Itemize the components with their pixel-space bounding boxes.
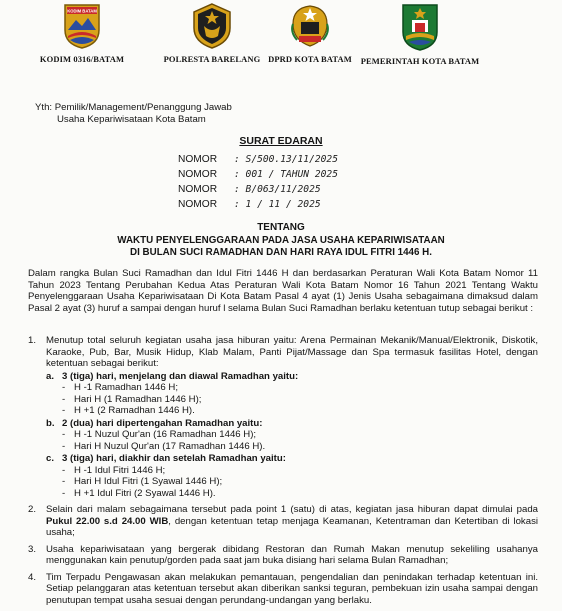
nomor-value: : 1 / 11 / 2025 — [234, 199, 321, 210]
nomor-label: NOMOR — [178, 169, 218, 180]
item-number: 1. — [28, 335, 37, 346]
schedule-line: - H -1 Ramadhan 1446 H; — [62, 382, 178, 393]
subject-line-2: DI BULAN SUCI RAMADHAN DAN HARI RAYA IDUL FITRI 1446 H. — [130, 246, 432, 258]
nomor-row — [178, 197, 338, 212]
subitem-title: 3 (tiga) hari, menjelang dan diawal Ramadhan yaitu: — [62, 370, 299, 382]
provision-item-1 — [28, 335, 538, 499]
nomor-label: NOMOR — [178, 184, 218, 195]
kodim-emblem — [62, 2, 102, 50]
kodim-banner-text: KODIM BATAM — [67, 8, 97, 14]
nomor-row — [178, 182, 338, 197]
item-2-pre: Selain dari malam sebagaimana tersebut pada point 1 (satu) di atas, kegiatan jasa hiburan dapat dimulai pada — [46, 504, 538, 515]
recipient-prefix: Yth: — [35, 102, 53, 113]
schedule-line: - H +1 Idul Fitri (2 Syawal 1446 H). — [62, 487, 216, 499]
document-title: SURAT EDARAN — [239, 135, 323, 147]
subject-block — [0, 235, 562, 259]
item-3-text: Usaha kepariwisataan yang bergerak dibidang Restoran dan Rumah Makan menutup sekeliling usahanya menggunakan kain penutup/gorden pada saat jam buka disiang hari selama Bulan Ramadhan; — [46, 543, 538, 566]
item-4-text: Tim Terpadu Pengawasan akan melakukan pemantauan, pengendalian dan penindakan terhadap ketentuan ini. Setiap pelanggaran atas ketentuan tersebut akan diberikan sanksi teguran, pembekuan izin usaha sampai dengan penutupan tempat usaha sesuai dengan perundang-undangan yang berlaku. — [46, 571, 538, 606]
recipient-block — [35, 102, 232, 125]
subitem-b — [46, 418, 538, 430]
schedule-line: - Hari H Idul Fitri (1 Syawal 1446 H); — [62, 476, 223, 487]
logo-header — [0, 0, 562, 90]
subitem-title: 3 (tiga) hari, diakhir dan setelah Ramadhan yaitu: — [62, 453, 286, 464]
nomor-value: : B/063/11/2025 — [234, 184, 321, 195]
pemko-logo — [360, 2, 480, 66]
schedule-text: H -1 Nuzul Qur'an (16 Ramadhan 1446 H); — [74, 429, 257, 440]
schedule-line: - H -1 Nuzul Qur'an (16 Ramadhan 1446 H); — [62, 429, 257, 440]
provision-item-3 — [28, 544, 538, 567]
dprd-emblem — [287, 2, 333, 50]
schedule-text: H -1 Ramadhan 1446 H; — [74, 382, 178, 393]
subject-line-1: WAKTU PENYELENGGARAAN PADA JASA USAHA KEPARIWISATAAN — [117, 235, 445, 246]
provision-item-4 — [28, 572, 538, 607]
nomor-label: NOMOR — [178, 154, 218, 165]
schedule-text: H +1 (2 Ramadhan 1446 H). — [74, 405, 195, 416]
item-number: 4. — [28, 571, 37, 583]
provision-item-2 — [28, 504, 538, 539]
schedule-text: H +1 Idul Fitri (2 Syawal 1446 H). — [74, 487, 216, 499]
dprd-logo — [250, 2, 370, 64]
subitem-c — [46, 453, 538, 465]
intro-paragraph: Dalam rangka Bulan Suci Ramadhan dan Idul Fitri 1446 H dan berdasarkan Peraturan Wali Kota Batam Nomor 11 Tahun 2023 Tentang Perubahan Kedua Atas Peraturan Wali Kota Batam Nomor 16 Tahun 2021 Tentang Waktu Penyelenggaraan Usaha Kepariwisataan Di Kota Batam Pasal 4 ayat (1) Jenis Usaha sebagaimana dimaksud dalam Pasal 2 ayat (3) huruf a sampai dengan huruf l selama Bulan Suci Ramadhan berlaku ketentuan tutup sebagai berikut : — [28, 268, 538, 314]
recipient-line-2: Usaha Kepariwisataan Kota Batam — [57, 113, 206, 125]
tentang-heading: TENTANG — [257, 222, 305, 233]
schedule-text: H -1 Idul Fitri 1446 H; — [74, 464, 166, 476]
pemko-caption: PEMERINTAH KOTA BATAM — [360, 56, 480, 66]
polri-emblem — [190, 2, 234, 50]
nomor-row — [178, 167, 338, 182]
schedule-line: - H +1 (2 Ramadhan 1446 H). — [62, 405, 195, 416]
kodim-caption: KODIM 0316/BATAM — [39, 54, 125, 64]
schedule-line: - Hari H (1 Ramadhan 1446 H); — [62, 393, 202, 405]
nomor-value: : S/500.13/11/2025 — [234, 154, 338, 165]
provisions-list — [28, 335, 538, 611]
kodim-logo — [22, 2, 142, 64]
schedule-line: - H -1 Idul Fitri 1446 H; — [62, 464, 166, 476]
nomor-value: : 001 / TAHUN 2025 — [234, 169, 338, 180]
schedule-text: Hari H Nuzul Qur'an (17 Ramadhan 1446 H). — [74, 440, 266, 452]
subitem-letter: b. — [46, 417, 55, 429]
item-2-post: , dengan ketentuan tetap menjaga Keamanan, Ketentraman dan Ketertiban di lokasi usaha; — [46, 515, 538, 538]
subitem-letter: c. — [46, 453, 55, 464]
item-2-time: Pukul 22.00 s.d 24.00 WIB — [46, 515, 169, 527]
schedule-text: Hari H Idul Fitri (1 Syawal 1446 H); — [74, 476, 223, 487]
nomor-label: NOMOR — [178, 199, 218, 210]
item-1-text: Menutup total seluruh kegiatan usaha jasa hiburan yaitu: Arena Permainan Mekanik/Manual/Elektronik, Diskotik, Karaoke, Pub, Bar, Musik Hidup, Klab Malam, Panti Pijat/Massage dan Spa termasuk fasilitas Hotel, dengan ketentuan sebagai berikut: — [46, 335, 538, 369]
subitem-a — [46, 371, 538, 383]
dprd-caption: DPRD KOTA BATAM — [268, 54, 352, 64]
schedule-line: - Hari H Nuzul Qur'an (17 Ramadhan 1446 H). — [62, 440, 266, 452]
item-2-text — [46, 504, 538, 539]
polresta-caption: POLRESTA BARELANG — [163, 54, 261, 64]
pemko-emblem — [400, 2, 440, 52]
subitem-letter: a. — [46, 370, 55, 382]
item-number: 2. — [28, 504, 37, 515]
schedule-text: Hari H (1 Ramadhan 1446 H); — [74, 393, 202, 405]
subitem-title: 2 (dua) hari dipertengahan Ramadhan yaitu: — [62, 417, 263, 429]
nomor-block — [178, 152, 338, 212]
recipient-line-1: Pemilik/Management/Penanggung Jawab — [54, 102, 232, 113]
item-number: 3. — [28, 543, 37, 555]
nomor-row — [178, 152, 338, 167]
